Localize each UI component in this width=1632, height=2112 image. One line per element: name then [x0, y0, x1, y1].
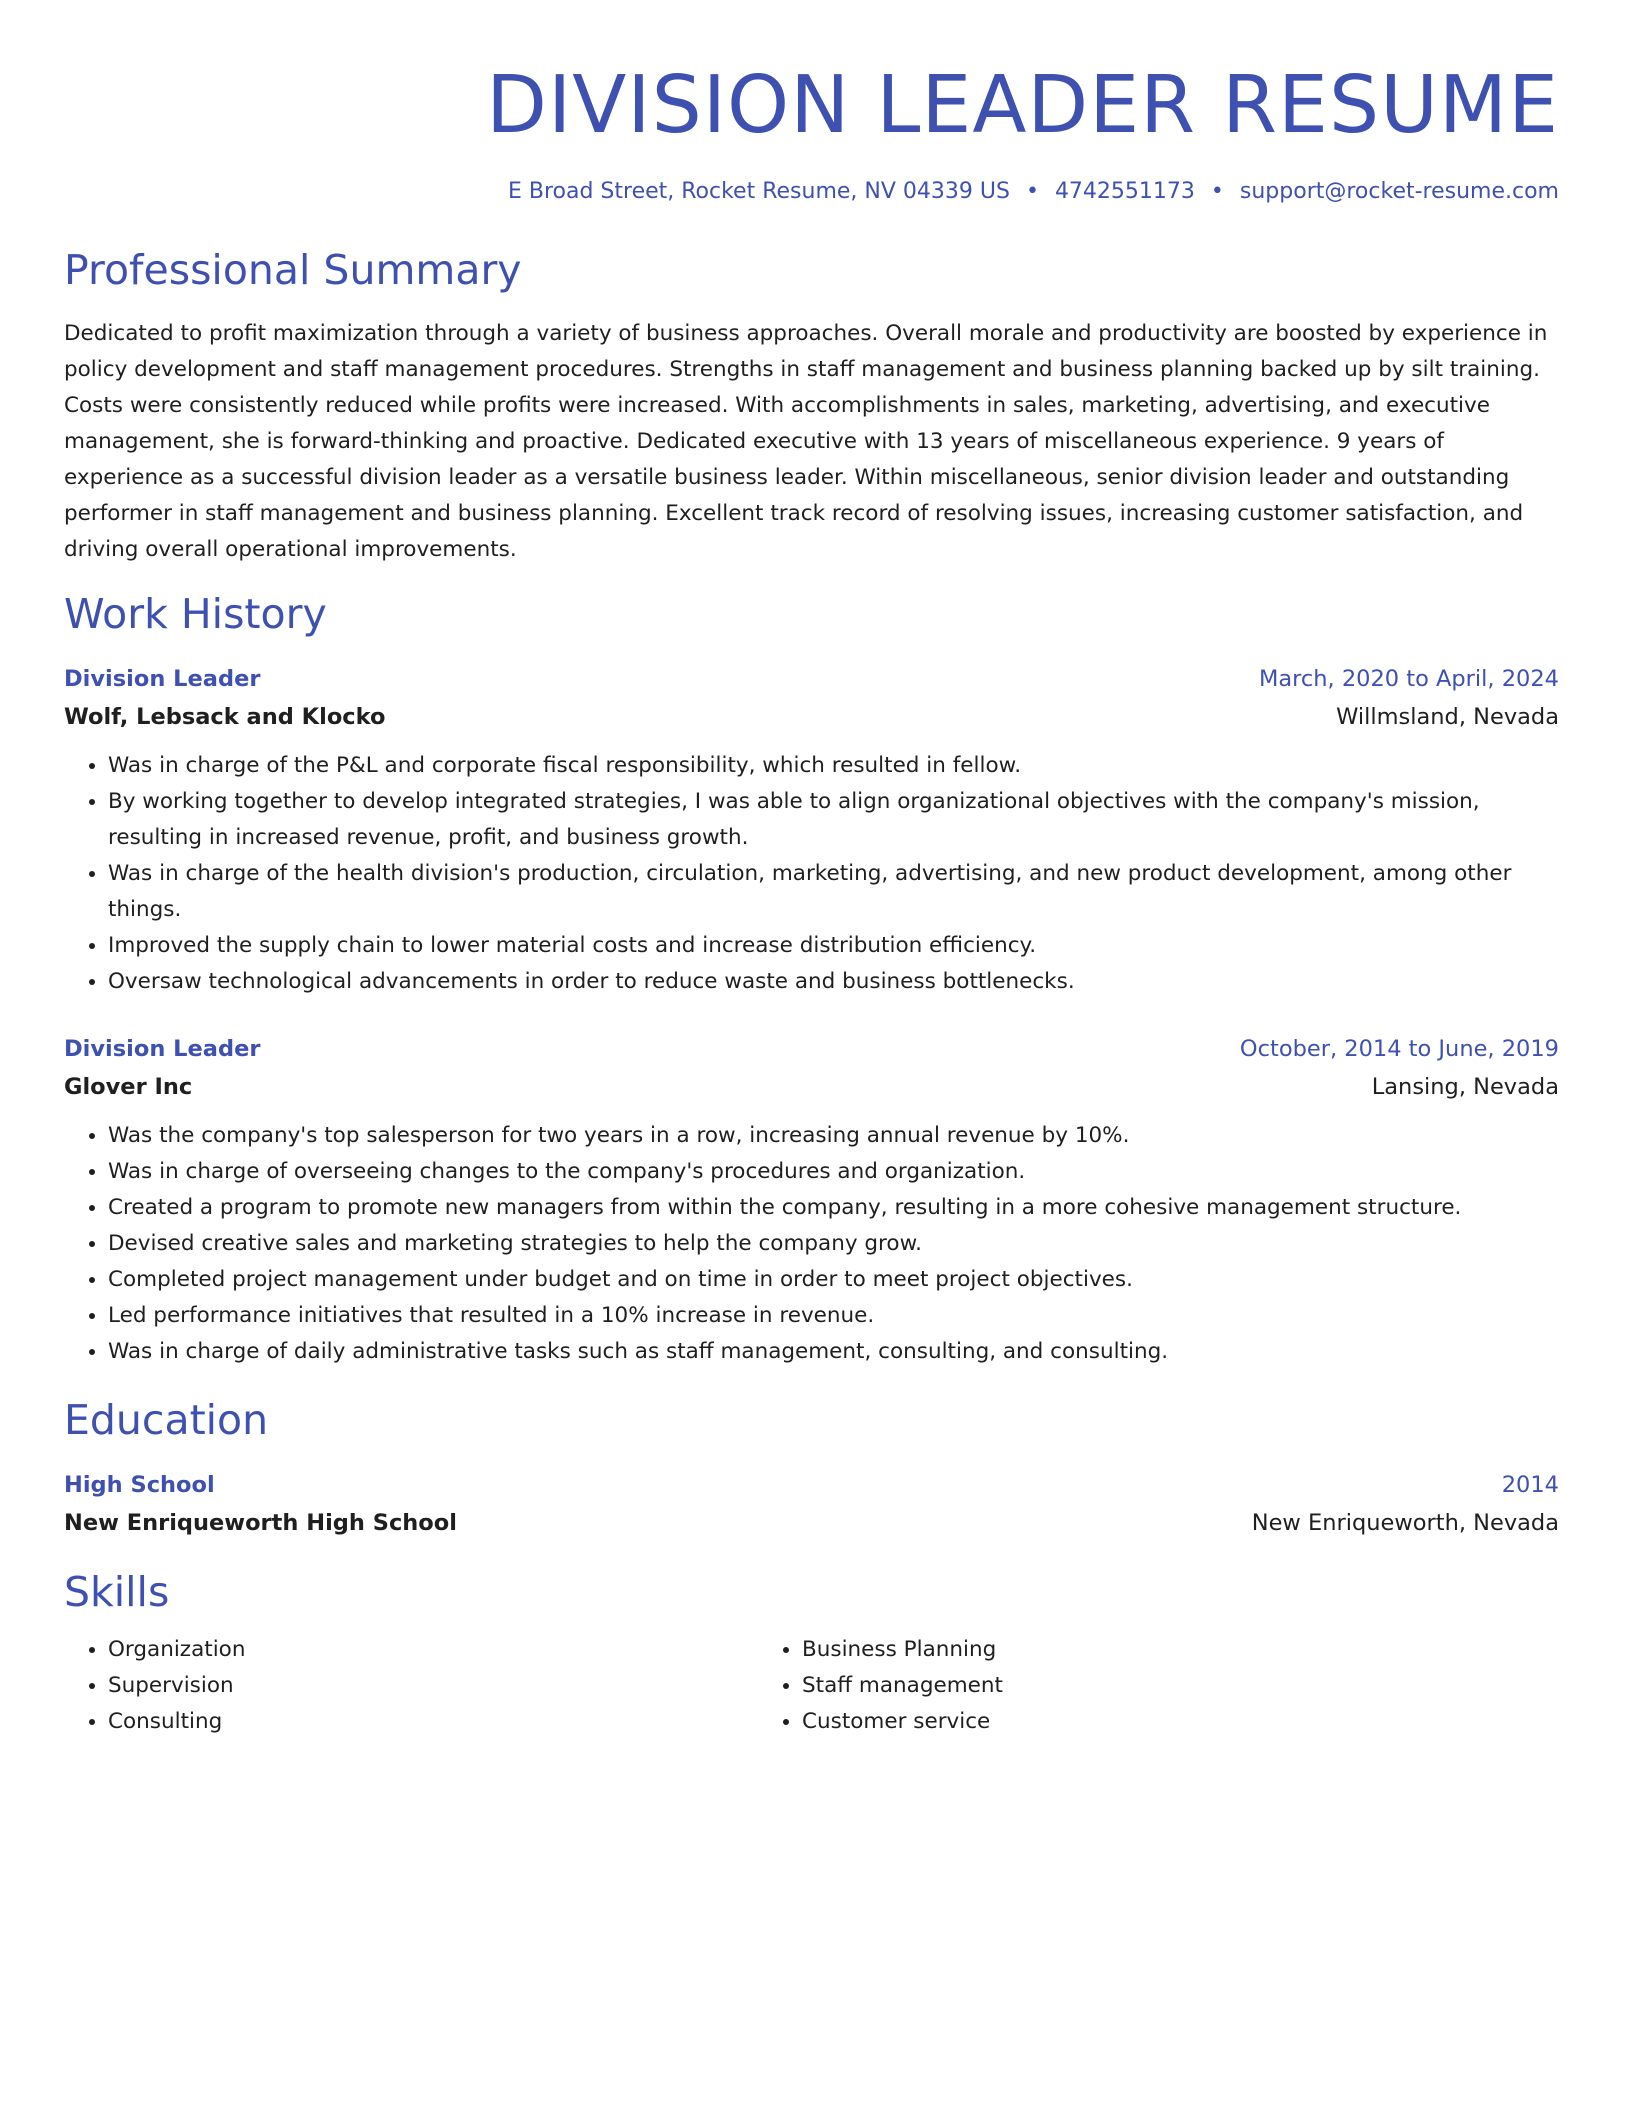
job-entry: [64, 660, 1559, 1000]
job-location: Willmsland, Nevada: [1336, 704, 1559, 730]
resume-title: DIVISION LEADER RESUME: [486, 59, 1559, 151]
job-company: Glover Inc: [64, 1074, 193, 1100]
skill-item: • Customer service: [802, 1704, 1515, 1740]
job-bullet: • Was in charge of overseeing changes to the company's procedures and organization.: [108, 1154, 1559, 1190]
job-header-row: [64, 660, 1559, 698]
job-dates: October, 2014 to June, 2019: [1239, 1036, 1559, 1062]
job-location: Lansing, Nevada: [1371, 1074, 1559, 1100]
contact-phone: 4742551173: [1054, 179, 1195, 204]
education-entry: [64, 1466, 1559, 1542]
education-location: New Enriqueworth, Nevada: [1251, 1510, 1559, 1536]
summary-section: [64, 242, 1559, 568]
job-bullet: • Was in charge of the health division's production, circulation, marketing, advertising, and new product development, among other things.: [108, 856, 1559, 928]
contact-line: [64, 176, 1559, 208]
education-degree: High School: [64, 1472, 215, 1498]
skills-columns: [64, 1632, 1559, 1740]
education-header-row: [64, 1466, 1559, 1504]
job-bullet: • Led performance initiatives that resulted in a 10% increase in revenue.: [108, 1298, 1559, 1334]
job-company-row: [64, 698, 1559, 736]
education-year: 2014: [1501, 1472, 1559, 1498]
job-bullet: • Was the company's top salesperson for two years in a row, increasing annual revenue by 10%.: [108, 1118, 1559, 1154]
job-bullets: [64, 1118, 1559, 1370]
contact-separator: •: [1025, 179, 1039, 204]
education-heading: Education: [64, 1396, 269, 1444]
job-bullet: • Devised creative sales and marketing strategies to help the company grow.: [108, 1226, 1559, 1262]
job-bullet: • Created a program to promote new managers from within the company, resulting in a more cohesive management structure.: [108, 1190, 1559, 1226]
education-school-row: [64, 1504, 1559, 1542]
skill-item: • Staff management: [802, 1668, 1515, 1704]
job-bullet: • Was in charge of the P&L and corporate fiscal responsibility, which resulted in fellow.: [108, 748, 1559, 784]
job-bullet: • Improved the supply chain to lower material costs and increase distribution efficiency.: [108, 928, 1559, 964]
skills-list-right: [758, 1632, 1515, 1740]
summary-heading: Professional Summary: [64, 246, 522, 294]
resume-page: [64, 50, 1559, 1740]
job-role: Division Leader: [64, 1036, 261, 1062]
contact-separator: •: [1210, 179, 1224, 204]
contact-email: support@rocket-resume.com: [1239, 179, 1559, 204]
contact-address: E Broad Street, Rocket Resume, NV 04339 US: [507, 179, 1010, 204]
skill-item: • Organization: [108, 1632, 758, 1668]
job-bullet: • Was in charge of daily administrative tasks such as staff management, consulting, and consulting.: [108, 1334, 1559, 1370]
job-company: Wolf, Lebsack and Klocko: [64, 704, 386, 730]
summary-text: Dedicated to profit maximization through a variety of business approaches. Overall morale and productivity are boosted by experience in policy development and staff management procedures. Strengths in staff management and business planning backed up by silt training. Costs were consistently reduced while profits were increased. With accomplishments in sales, marketing, advertising, and executive management, she is forward-thinking and proactive. Dedicated executive with 13 years of miscellaneous experience. 9 years of experience as a successful division leader as a versatile business leader. Within miscellaneous, senior division leader and outstanding performer in staff management and business planning. Excellent track record of resolving issues, increasing customer satisfaction, and driving overall operational improvements.: [64, 321, 1548, 562]
education-section: [64, 1392, 1559, 1542]
skill-item: • Business Planning: [802, 1632, 1515, 1668]
skills-list-left: [64, 1632, 758, 1740]
education-school: New Enriqueworth High School: [64, 1510, 457, 1536]
resume-header: [64, 50, 1559, 208]
job-bullets: [64, 748, 1559, 1000]
job-bullet: • Oversaw technological advancements in order to reduce waste and business bottlenecks.: [108, 964, 1559, 1000]
job-bullet: • By working together to develop integrated strategies, I was able to align organizational objectives with the company's mission, resulting in increased revenue, profit, and business growth.: [108, 784, 1559, 856]
job-company-row: [64, 1068, 1559, 1106]
job-dates: March, 2020 to April, 2024: [1258, 666, 1559, 692]
skills-heading: Skills: [64, 1568, 170, 1616]
skills-section: [64, 1564, 1559, 1740]
job-header-row: [64, 1030, 1559, 1068]
job-bullet: • Completed project management under budget and on time in order to meet project objectives.: [108, 1262, 1559, 1298]
work-history-section: [64, 586, 1559, 1370]
work-history-heading: Work History: [64, 590, 327, 638]
job-entry: [64, 1030, 1559, 1370]
skill-item: • Supervision: [108, 1668, 758, 1704]
job-role: Division Leader: [64, 666, 261, 692]
skill-item: • Consulting: [108, 1704, 758, 1740]
